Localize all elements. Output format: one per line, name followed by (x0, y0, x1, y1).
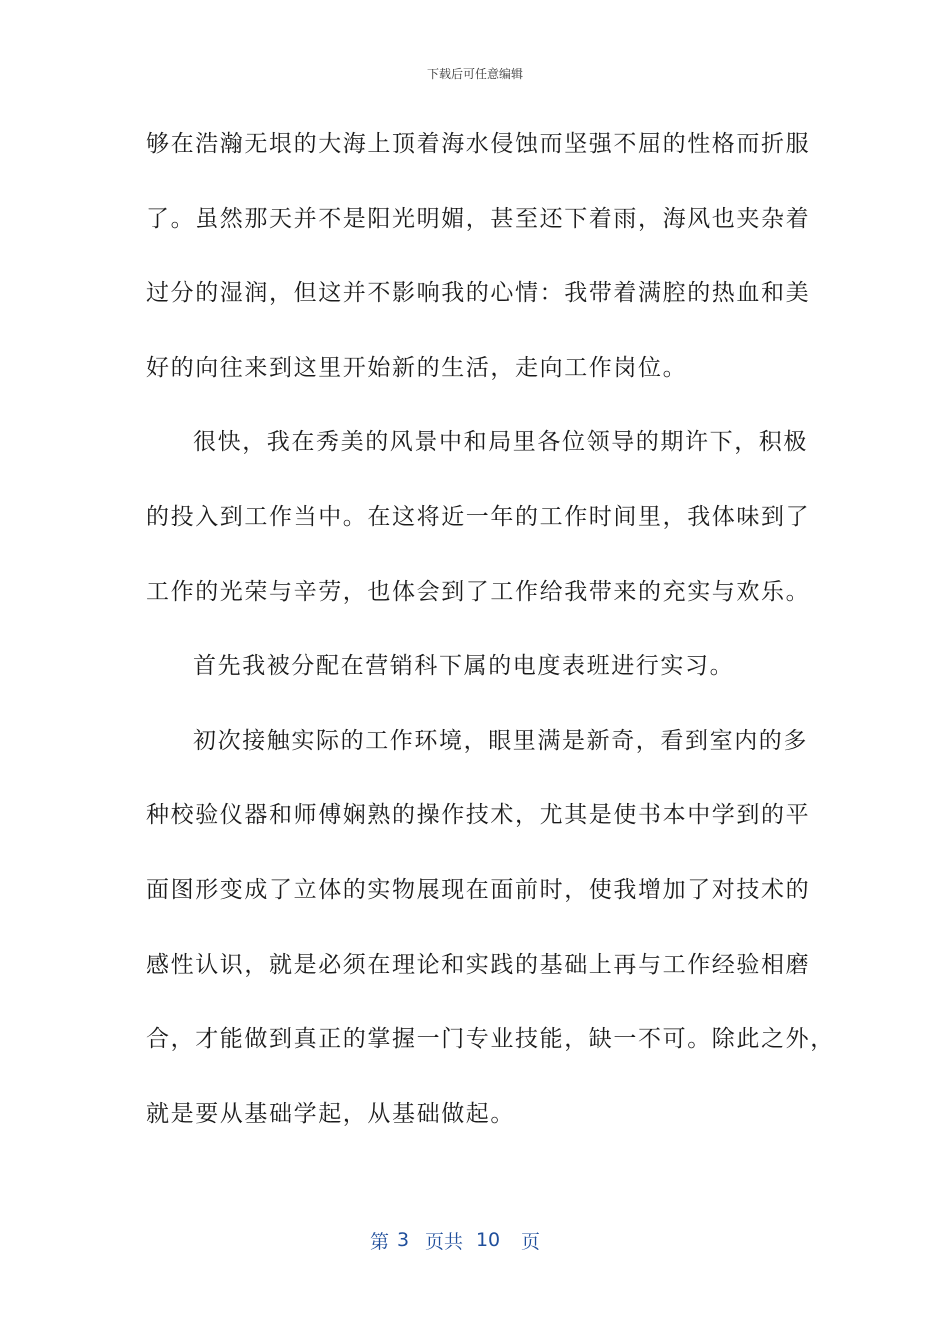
page-header: 下载后可任意编辑 (426, 67, 523, 81)
text-line: 面图形变成了立体的实物展现在面前时，使我增加了对技术的 (146, 876, 811, 903)
text-line: 工作的光荣与辛劳，也体会到了工作给我带来的充实与欢乐。 (146, 578, 811, 605)
document-body (146, 120, 835, 1164)
text-line: 了。虽然那天并不是阳光明媚，甚至还下着雨，海风也夹杂着 (146, 205, 811, 232)
page-label-middle: 页共 (425, 1230, 464, 1253)
text-line: 感性认识，就是必须在理论和实践的基础上再与工作经验相磨 (146, 951, 811, 978)
paragraph-start-line: 很快，我在秀美的风景中和局里各位领导的期许下，积极 (193, 429, 808, 456)
paragraph-start-line: 初次接触实际的工作环境，眼里满是新奇，看到室内的多 (193, 727, 808, 754)
text-line: 就是要从基础学起，从基础做起。 (146, 1100, 515, 1127)
text-line: 的投入到工作当中。在这将近一年的工作时间里，我体味到了 (146, 503, 811, 530)
text-line: 过分的湿润，但这并不影响我的心情：我带着满腔的热血和美 (146, 280, 811, 307)
current-page-number: 3 (396, 1229, 410, 1251)
page-number-footer (370, 1226, 540, 1254)
text-line: 够在浩瀚无垠的大海上顶着海水侵蚀而坚强不屈的性格而折服 (146, 131, 811, 157)
text-line: 好的向往来到这里开始新的生活，走向工作岗位。 (146, 354, 688, 381)
text-line: 种校验仪器和师傅娴熟的操作技术，尤其是使书本中学到的平 (146, 802, 811, 829)
text-line: 合，才能做到真正的掌握一门专业技能，缺一不可。除此之外， (146, 1026, 835, 1053)
total-pages-number: 10 (475, 1229, 501, 1251)
page-label-prefix: 第 (370, 1230, 390, 1253)
paragraph-start-line: 首先我被分配在营销科下属的电度表班进行实习。 (193, 653, 735, 680)
page-label-suffix: 页 (521, 1230, 541, 1253)
